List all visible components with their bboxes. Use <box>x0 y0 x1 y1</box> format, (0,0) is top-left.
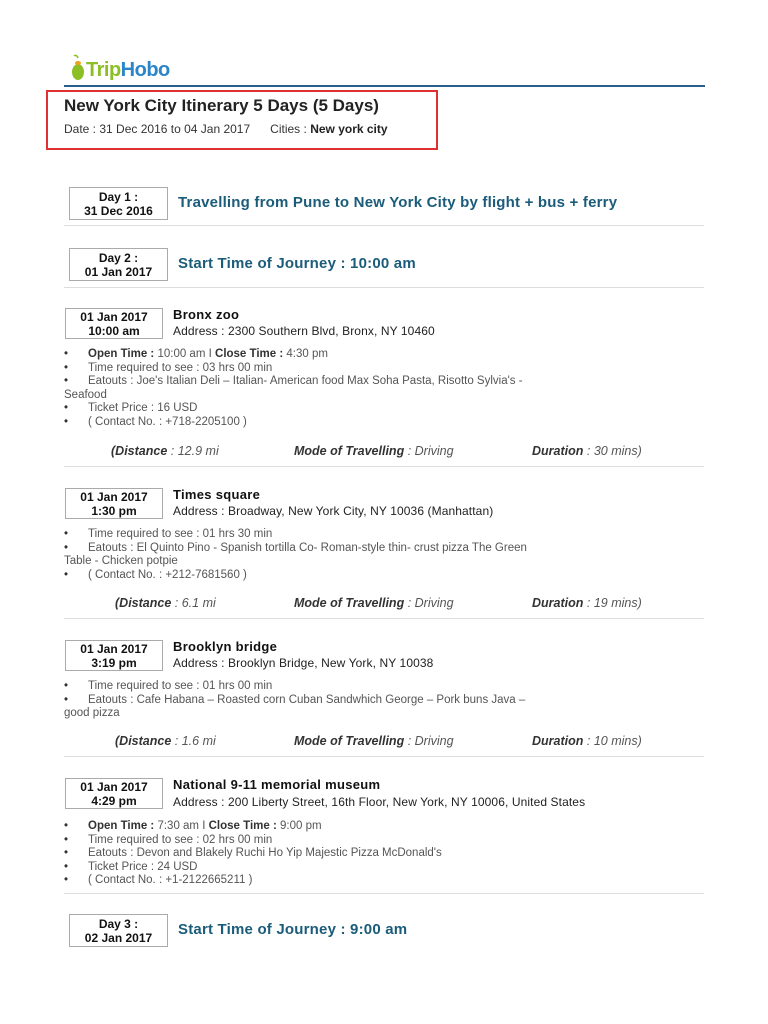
header-divider <box>64 85 705 87</box>
stop-address: Address : Brooklyn Bridge, New York, NY 10038 <box>173 656 434 670</box>
list-item: • Eatouts : Cafe Habana – Roasted corn Cuban Sandwhich George – Pork buns Java – <box>64 694 604 708</box>
stop-name[interactable]: National 9-11 memorial museum <box>173 777 381 792</box>
trip-meta: Date : 31 Dec 2016 to 04 Jan 2017 Cities : New york city <box>64 122 388 136</box>
travel-mode: Mode of Travelling : Driving <box>294 444 454 458</box>
list-item: • Time required to see : 01 hrs 30 min <box>64 528 604 542</box>
trip-dates: 31 Dec 2016 to 04 Jan 2017 <box>99 122 251 136</box>
divider <box>64 618 704 619</box>
stop-name[interactable]: Brooklyn bridge <box>173 639 278 654</box>
stop-details: • Time required to see : 01 hrs 00 min • Eatouts : Cafe Habana – Roasted corn Cuban Sandwhich George – Pork buns Java – good pizza <box>64 680 604 721</box>
day-badge: Day 1 : 31 Dec 2016 <box>69 187 168 220</box>
divider <box>64 756 704 757</box>
list-item: • Open Time : 10:00 am I Close Time : 4:30 pm <box>64 348 604 362</box>
page-title: New York City Itinerary 5 Days (5 Days) <box>64 96 379 115</box>
travel-duration: Duration : 30 mins) <box>532 444 642 458</box>
stop-name[interactable]: Bronx zoo <box>173 307 240 322</box>
trip-cities: New york city <box>310 122 388 136</box>
list-item: • Ticket Price : 24 USD <box>64 861 604 875</box>
day-heading: Start Time of Journey : 10:00 am <box>178 255 416 272</box>
travel-mode: Mode of Travelling : Driving <box>294 596 454 610</box>
travel-duration: Duration : 19 mins) <box>532 596 642 610</box>
stop-time-badge: 01 Jan 2017 4:29 pm <box>65 778 163 809</box>
list-item: • Time required to see : 03 hrs 00 min <box>64 362 604 376</box>
divider <box>64 225 704 226</box>
travel-mode: Mode of Travelling : Driving <box>294 734 454 748</box>
list-item: • Ticket Price : 16 USD <box>64 402 604 416</box>
travel-duration: Duration : 10 mins) <box>532 734 642 748</box>
list-item: • ( Contact No. : +718-2205100 ) <box>64 416 604 430</box>
stop-name[interactable]: Times square <box>173 487 261 502</box>
divider <box>64 287 704 288</box>
list-item: • Eatouts : Devon and Blakely Ruchi Ho Yip Majestic Pizza McDonald's <box>64 847 604 861</box>
list-item: • Time required to see : 02 hrs 00 min <box>64 834 604 848</box>
logo-text: TripHobo <box>86 59 170 81</box>
stop-time-badge: 01 Jan 2017 3:19 pm <box>65 640 163 671</box>
divider <box>64 466 704 467</box>
divider <box>64 893 704 894</box>
stop-time-badge: 01 Jan 2017 1:30 pm <box>65 488 163 519</box>
stop-details: • Open Time : 10:00 am I Close Time : 4:30 pm • Time required to see : 03 hrs 00 min • Eatouts : Joe's Italian Deli – Italian- American food Max Soha Pasta, Risotto Sylvia's - Seafood • Ticket Price : 16 USD • ( Contact No. : +718-2205100 ) <box>64 348 604 429</box>
day-badge: Day 2 : 01 Jan 2017 <box>69 248 168 281</box>
travel-distance: (Distance : 1.6 mi <box>115 734 216 748</box>
stop-address: Address : 200 Liberty Street, 16th Floor, New York, NY 10006, United States <box>173 795 586 809</box>
list-item: • Eatouts : Joe's Italian Deli – Italian- American food Max Soha Pasta, Risotto Sylvia's - <box>64 375 604 389</box>
stop-address: Address : 2300 Southern Blvd, Bronx, NY 10460 <box>173 324 435 338</box>
day-heading: Travelling from Pune to New York City by flight + bus + ferry <box>178 194 618 211</box>
triphobo-logo[interactable] <box>71 44 170 82</box>
day-badge: Day 3 : 02 Jan 2017 <box>69 914 168 947</box>
list-item: • ( Contact No. : +1-2122665211 ) <box>64 874 604 888</box>
day-heading: Start Time of Journey : 9:00 am <box>178 921 408 938</box>
stop-details <box>64 820 604 888</box>
stop-address: Address : Broadway, New York City, NY 10036 (Manhattan) <box>173 504 494 518</box>
list-item: • ( Contact No. : +212-7681560 ) <box>64 569 604 583</box>
bag-icon <box>71 54 85 82</box>
stop-time-badge: 01 Jan 2017 10:00 am <box>65 308 163 339</box>
list-item: • Eatouts : El Quinto Pino - Spanish tortilla Co- Roman-style thin- crust pizza The Green <box>64 542 604 556</box>
travel-distance: (Distance : 12.9 mi <box>111 444 219 458</box>
list-item: • Time required to see : 01 hrs 00 min <box>64 680 604 694</box>
list-item: • Open Time : 7:30 am I Close Time : 9:00 pm <box>64 820 604 834</box>
travel-distance: (Distance : 6.1 mi <box>115 596 216 610</box>
stop-details: • Time required to see : 01 hrs 30 min • Eatouts : El Quinto Pino - Spanish tortilla Co- Roman-style thin- crust pizza The Green Table - Chicken potpie • ( Contact No. : +212-7681560 ) <box>64 528 604 582</box>
